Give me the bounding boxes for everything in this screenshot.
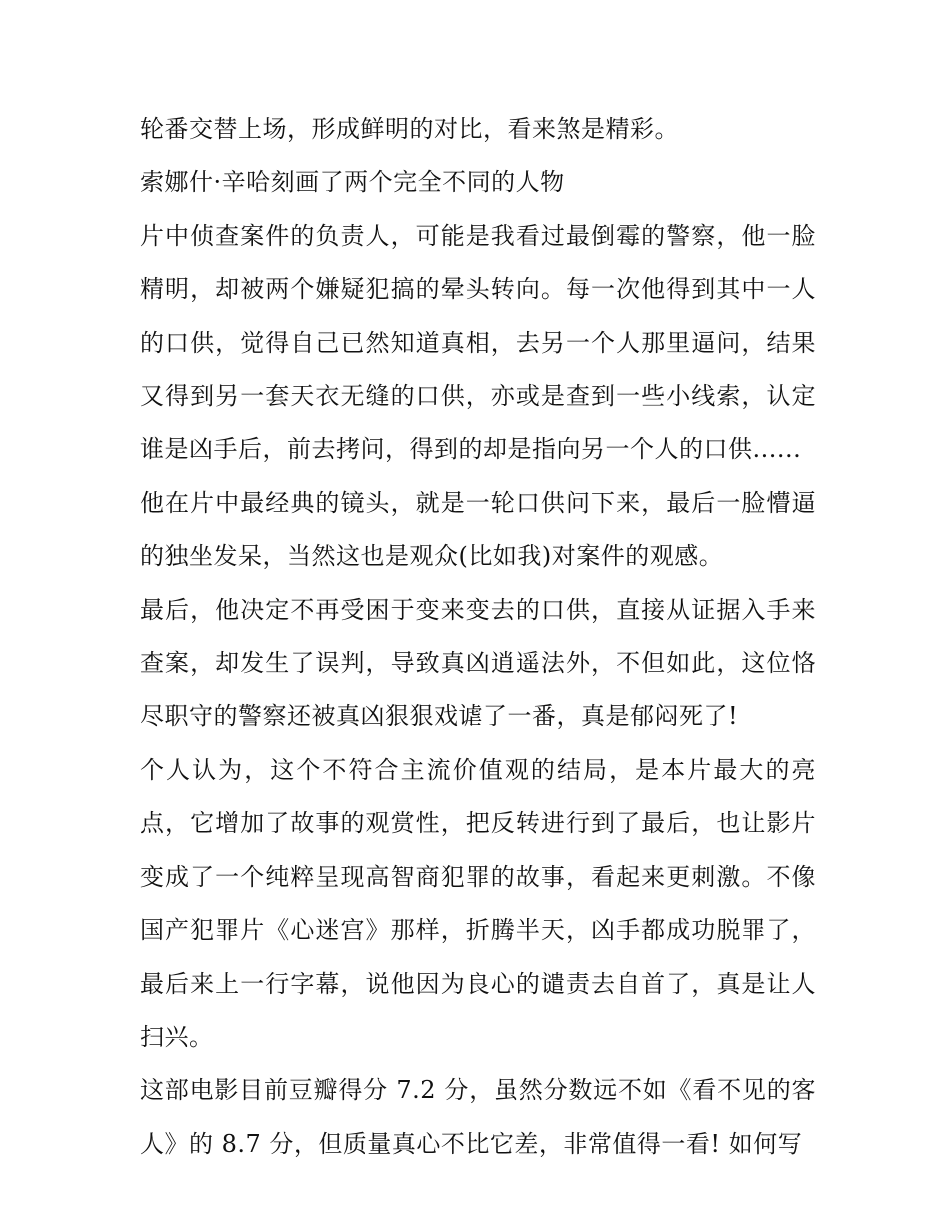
document-body [140, 103, 816, 1171]
paragraph-2: 索娜什·辛哈刻画了两个完全不同的人物 [140, 168, 565, 197]
paragraph-5: 最后，他决定不再受困于变来变去的口供，直接从证据入手来查案，却发生了误判，导致真凶逍遥法外，不但如此，这位恪尽职守的警察还被真凶狠狠戏谑了一番，真是郁闷死了! [140, 595, 816, 731]
paragraph-3: 片中侦查案件的负责人，可能是我看过最倒霉的警察，他一脸精明，却被两个嫌疑犯搞的晕头转向。每一次他得到其中一人的口供，觉得自己已然知道真相，去另一个人那里逼问，结果又得到另一套天衣无缝的口供，亦或是查到一些小线索，认定谁是凶手后，前去拷问，得到的却是指向另一个人的口供...... [140, 221, 816, 464]
paragraph-4: 他在片中最经典的镜头，就是一轮口供问下来，最后一脸懵逼的独坐发呆，当然这也是观众(比如我)对案件的观感。 [140, 488, 816, 571]
paragraph-1: 轮番交替上场，形成鲜明的对比，看来煞是精彩。 [140, 115, 679, 143]
paragraph-7: 这部电影目前豆瓣得分 7.2 分，虽然分数远不如《看不见的客人》的 8.7 分，但质量真心不比它差，非常值得一看! 如何写 [140, 1076, 816, 1158]
paragraph-6: 个人认为，这个不符合主流价值观的结局，是本片最大的亮点，它增加了故事的观赏性，把反转进行到了最后，也让影片变成了一个纯粹呈现高智商犯罪的故事，看起来更刺激。不像国产犯罪片《心迷宫》那样，折腾半天，凶手都成功脱罪了，最后来上一行字幕，说他因为良心的谴责去自首了，真是让人扫兴。 [140, 755, 816, 1051]
